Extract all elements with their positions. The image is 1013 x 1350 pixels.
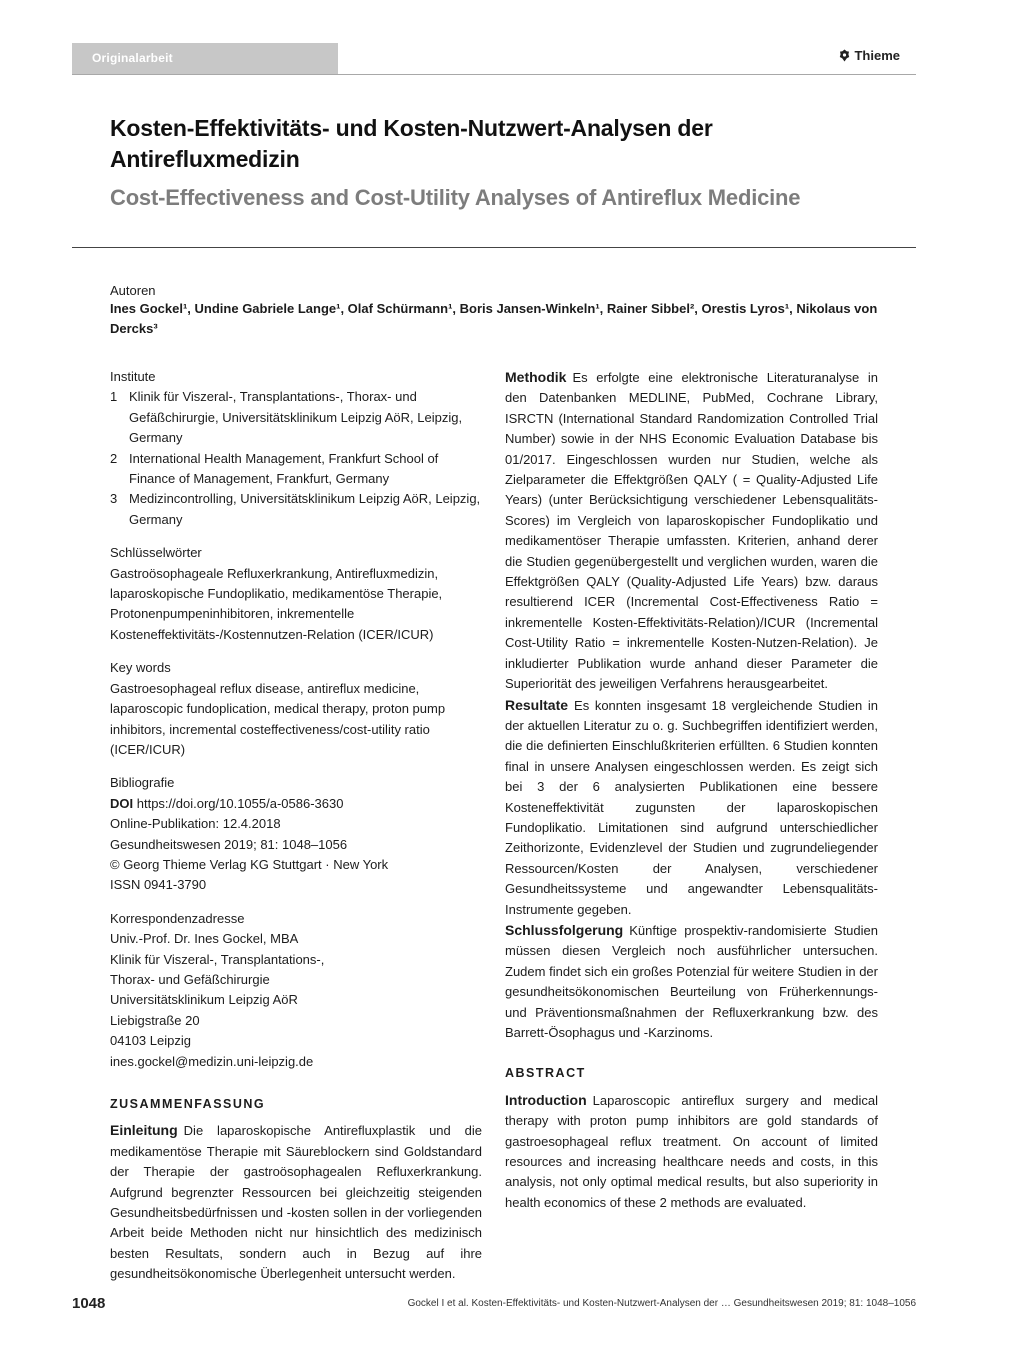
title-rule: [72, 247, 916, 248]
thieme-emblem-icon: [839, 49, 850, 62]
keywords-en-heading: Key words: [110, 660, 171, 676]
abstract-heading: ABSTRACT: [505, 1066, 586, 1081]
correspondence-line: Univ.-Prof. Dr. Ines Gockel, MBA: [110, 931, 299, 947]
keywords-de-text: Gastroösophageale Refluxerkrankung, Antirefluxmedizin, laparoskopische Fundoplikatio, medikamentöse Therapie, Protonenpumpeninhibitoren, inkrementelle Kosteneffektivitäts-/Kostennutzen-Relation (ICER/ICUR): [110, 565, 443, 642]
keywords-de-section: [110, 543, 482, 645]
institute-item: [110, 387, 482, 448]
zusammenfassung-section: [110, 1094, 482, 1285]
bibliography-line: Gesundheitswesen 2019; 81: 1048–1056: [110, 836, 348, 852]
authors-heading: Autoren: [110, 283, 156, 298]
correspondence-email[interactable]: ines.gockel@medizin.uni-leipzig.de: [110, 1053, 314, 1069]
bibliography-line: ISSN 0941-3790: [110, 877, 207, 893]
schluss-paragraph: [505, 920, 878, 1043]
footer-citation: Gockel I et al. Kosten-Effektivitäts- und Kosten-Nutzwert-Analysen der … Gesundheitswesen 2019; 81: 1048–1056: [407, 1298, 916, 1309]
doi-label: DOI: [110, 795, 134, 811]
institute-section: [110, 367, 482, 530]
introduction-paragraph: [505, 1090, 878, 1213]
einleitung-paragraph: [110, 1120, 482, 1284]
title-german: Kosten-Effektivitäts- und Kosten-Nutzwert-Analysen der Antirefluxmedizin: [110, 115, 713, 172]
page-number: 1048: [72, 1295, 106, 1312]
institute-number: 2: [110, 450, 118, 466]
correspondence-heading: Korrespondenzadresse: [110, 910, 245, 926]
institute-text: International Health Management, Frankfurt School of Finance of Management, Frankfurt, Germany: [129, 450, 439, 487]
bibliography-section: [110, 773, 482, 895]
institute-item: [110, 489, 482, 530]
correspondence-section: [110, 909, 482, 1072]
resultate-label: Resultate: [505, 696, 569, 713]
resultate-text: Es konnten insgesamt 18 vergleichende Studien in der aktuellen Literatur zu o. g. Suchbegriffen identifiziert werden, die die definierten Einschlußkriterien erfüllten. 6 Studien konnten final in unsere Analysen eingeschlossen werden. Es zeigt sich bei 3 der 6 analysierten Publikationen eine bessere Kosteneffektivität zugunsten der laparoskopischen Fundoplikatio. Limitationen sind aufgrund unterschiedlicher Zeithorizonte, Evidenzlevel der Studien und zugrundeliegender Ressourcen/Kosten der Analysen, verschiedener Gesundheitssysteme und angewandter Lebensqualitäts-Instrumente gegeben.: [505, 697, 878, 917]
right-column: [505, 367, 878, 1213]
institute-number: 1: [110, 389, 118, 405]
einleitung-text: Die laparoskopische Antirefluxplastik und die medikamentöse Therapie mit Säureblockern sind Goldstandard der Therapie der gastroösophagealen Refluxerkrankung. Aufgrund begrenzter Ressourcen bei gleichzeitig steigenden Gesundheitsbedürfnissen und -kosten sollen in der vorliegenden Arbeit beide Methoden nicht nur hinsichtlich des medizinisch besten Resultats, sondern auch in Bezug auf ihre gesundheitsökonomische Überlegenheit untersucht werden.: [110, 1123, 482, 1282]
institute-heading: Institute: [110, 369, 156, 384]
bibliography-line: © Georg Thieme Verlag KG Stuttgart · New York: [110, 856, 389, 872]
einleitung-label: Einleitung: [110, 1122, 178, 1139]
resultate-paragraph: [505, 695, 878, 920]
article-type-badge: [72, 43, 338, 74]
correspondence-line: 04103 Leipzig: [110, 1033, 191, 1049]
schluss-label: Schlussfolgerung: [505, 921, 624, 938]
methodik-label: Methodik: [505, 369, 567, 385]
correspondence-line: Liebigstraße 20: [110, 1012, 200, 1028]
bibliography-heading: Bibliografie: [110, 775, 175, 791]
authors-list: Ines Gockel¹, Undine Gabriele Lange¹, Olaf Schürmann¹, Boris Jansen-Winkeln¹, Rainer Sibbel², Orestis Lyros¹, Nikolaus von Dercks³: [110, 301, 878, 336]
institute-text: Klinik für Viszeral-, Transplantations-, Thorax- und Gefäßchirurgie, Universitätsklinikum Leipzig AöR, Leipzig, Germany: [129, 389, 463, 446]
institute-number: 3: [110, 491, 118, 507]
abstract-section: [505, 1063, 878, 1213]
introduction-text: Laparoscopic antireflux surgery and medical therapy with proton pump inhibitors are gold standards of gastroesophageal reflux treatment. On account of limited resources and increasing healthcare needs and costs, in this analysis, not only optimal medical results, but also superiority in health economics of these 2 methods are evaluated.: [505, 1092, 878, 1210]
title-english: Cost-Effectiveness and Cost-Utility Analyses of Antireflux Medicine: [110, 185, 801, 210]
methodik-text: Es erfolgte eine elektronische Literaturanalyse in den Datenbanken MEDLINE, PubMed, Cochrane Library, ISRCTN (International Standard Randomization Controlled Trial Number) sowie in der NHS Economic Evaluation Database bis 01/2017. Eingeschlossen wurden nur Studien, welche als Zielparameter die Effektgrößen QALY ( = Quality-Adjusted Life Years) (unter Berücksichtigung verschiedener Lebensqualitäts-Scores) im Vergleich von laparoskopischer Fundoplikatio und medikamentöser Therapie umfassten. Kriterien, anhand derer die Studien gegenübergestellt und verglichen wurden, waren die Effektgrößen QALY (Quality-Adjusted Life Years) bzw. daraus resultierend ICER (Incremental Cost-Effectiveness Ratio = inkrementelle Kosten-Effektivitäts-Relation)/ICUR (Incremental Cost-Utility Ratio = inkrementelle Kosten-Nutzen-Relation). Je inkludierter Publikation wurde anhand dieser Parameter die Superiorität des jeweiligen Verfahrens herausgearbeitet.: [505, 370, 878, 692]
article-type-label: Originalarbeit: [92, 51, 173, 65]
methodik-paragraph: [505, 367, 878, 695]
schluss-text: Künftige prospektiv-randomisierte Studien müssen diesen Vergleich noch ausführlicher untersuchen. Zudem findet sich ein großes Potenzial für weitere Studien in der gesundheitsökonomischen Beurteilung von Früherkennungs- und Präventionsmaßnahmen der Refluxerkrankung bzw. des Barrett-Ösophagus und -Karzinoms.: [505, 922, 878, 1040]
bibliography-line: Online-Publikation: 12.4.2018: [110, 816, 281, 832]
introduction-label: Introduction: [505, 1091, 587, 1108]
correspondence-line: Universitätsklinikum Leipzig AöR: [110, 992, 298, 1008]
publisher-logo: [839, 48, 900, 63]
left-column: [110, 367, 482, 1285]
keywords-de-heading: Schlüsselwörter: [110, 545, 202, 561]
zusammenfassung-heading: ZUSAMMENFASSUNG: [110, 1097, 266, 1111]
institute-item: [110, 449, 482, 490]
header-rule: [72, 74, 916, 75]
keywords-en-text: Gastroesophageal reflux disease, antireflux medicine, laparoscopic fundoplication, medical therapy, proton pump inhibitors, incremental costeffectiveness/cost-utility ratio (ICER/ICUR): [110, 680, 446, 757]
correspondence-line: Thorax- und Gefäßchirurgie: [110, 971, 270, 987]
correspondence-line: Klinik für Viszeral-, Transplantations-,: [110, 951, 325, 967]
publisher-name: Thieme: [854, 48, 900, 63]
keywords-en-section: [110, 658, 482, 760]
doi-link[interactable]: https://doi.org/10.1055/a-0586-3630: [136, 795, 344, 811]
doi-line: [110, 794, 482, 814]
institute-text: Medizincontrolling, Universitätsklinikum Leipzig AöR, Leipzig, Germany: [129, 491, 481, 527]
